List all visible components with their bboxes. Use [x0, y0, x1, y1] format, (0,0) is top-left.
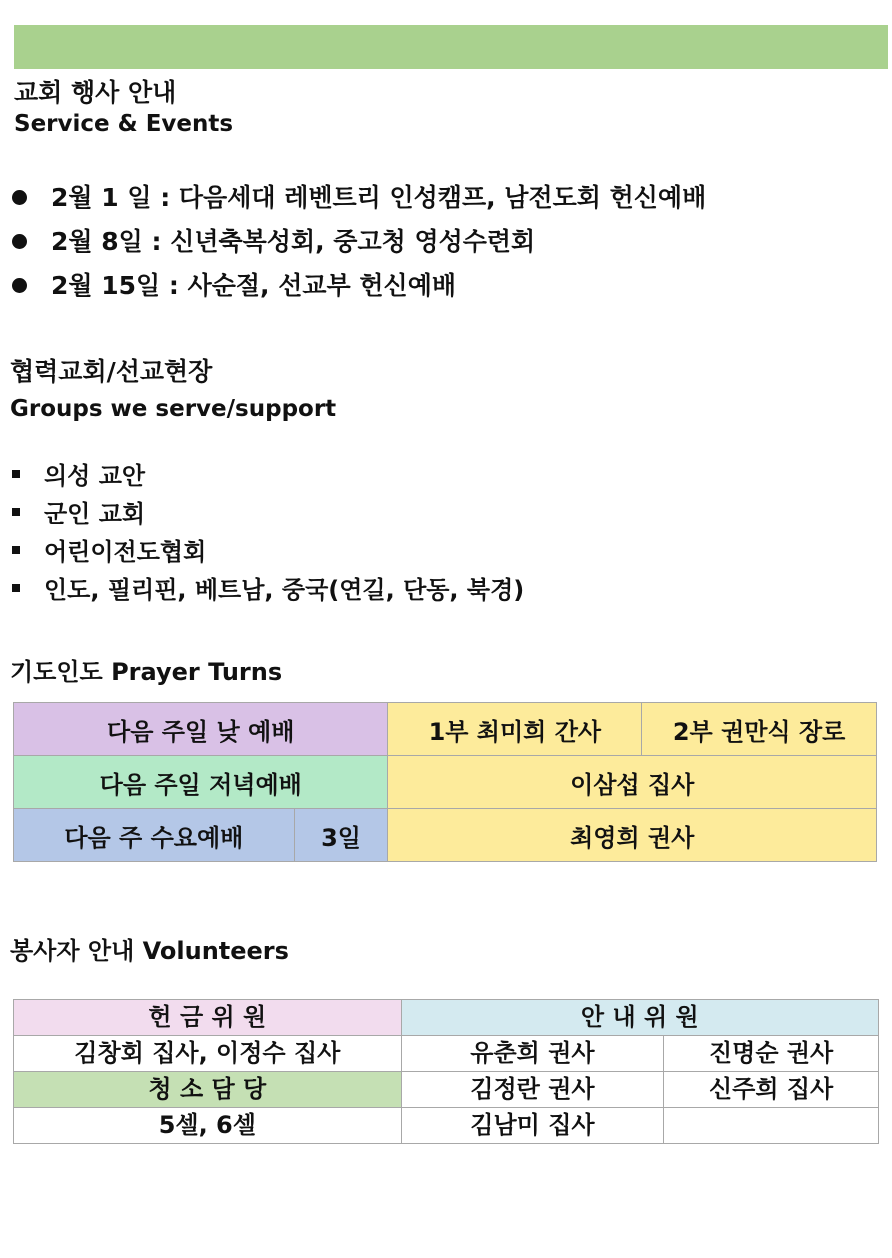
groups-title-ko: 협력교회/선교현장: [10, 357, 213, 386]
volunteers-row: [14, 1000, 879, 1036]
usher-cell: 김남미 집사: [401, 1108, 664, 1144]
usher-cell: 유춘희 권사: [401, 1036, 664, 1072]
offering-header: 헌 금 위 원: [14, 1000, 402, 1036]
volunteers-row: [14, 1072, 879, 1108]
prayer-label-cell: 다음 주일 저녁예배: [14, 756, 388, 809]
events-title-ko: 교회 행사 안내: [14, 78, 177, 107]
prayer-row: [14, 703, 877, 756]
volunteers-row: [14, 1036, 879, 1072]
bullet-dot-icon: [12, 190, 27, 205]
group-item: 인도, 필리핀, 베트남, 중국(연길, 단동, 북경): [12, 570, 524, 605]
group-item: 의성 교안: [12, 456, 145, 491]
bullet-dot-icon: [12, 278, 27, 293]
bullet-square-icon: [12, 546, 20, 554]
bullet-square-icon: [12, 470, 20, 478]
prayer-leader-cell: 2부 권만식 장로: [642, 703, 877, 756]
usher-cell: 김정란 권사: [401, 1072, 664, 1108]
prayer-label-cell: 다음 주 수요예배: [14, 809, 295, 862]
events-title-en: Service & Events: [14, 111, 234, 137]
prayer-title: 기도인도 Prayer Turns: [10, 658, 283, 686]
prayer-day-cell: 3일: [294, 809, 388, 862]
usher-cell: 진명순 권사: [664, 1036, 879, 1072]
prayer-leader-cell: 최영희 권사: [388, 809, 877, 862]
volunteers-table: [13, 999, 879, 1144]
bullet-dot-icon: [12, 234, 27, 249]
offering-members-cell: 김창회 집사, 이정수 집사: [14, 1036, 402, 1072]
prayer-table: [13, 702, 877, 862]
prayer-row: [14, 809, 877, 862]
volunteers-row: [14, 1108, 879, 1144]
event-item: 2월 15일 : 사순절, 선교부 헌신예배: [12, 266, 456, 302]
prayer-leader-cell: 이삼섭 집사: [388, 756, 877, 809]
group-item: 어린이전도협회: [12, 532, 206, 567]
event-item: 2월 1 일 : 다음세대 레벤트리 인성캠프, 남전도회 헌신예배: [12, 178, 706, 214]
prayer-label-cell: 다음 주일 낮 예배: [14, 703, 388, 756]
groups-title-en: Groups we serve/support: [10, 396, 337, 422]
event-item: 2월 8일 : 신년축복성회, 중고청 영성수련회: [12, 222, 535, 258]
prayer-row: [14, 756, 877, 809]
usher-cell: 신주희 집사: [664, 1072, 879, 1108]
cleaning-members-cell: 5셀, 6셀: [14, 1108, 402, 1144]
group-item: 군인 교회: [12, 494, 145, 529]
usher-header: 안 내 위 원: [401, 1000, 878, 1036]
usher-cell: [664, 1108, 879, 1144]
bullet-square-icon: [12, 584, 20, 592]
cleaning-header: 청 소 담 당: [14, 1072, 402, 1108]
volunteers-title: 봉사자 안내 Volunteers: [10, 937, 289, 965]
bullet-square-icon: [12, 508, 20, 516]
top-green-bar: [14, 25, 888, 69]
prayer-leader-cell: 1부 최미희 간사: [388, 703, 642, 756]
